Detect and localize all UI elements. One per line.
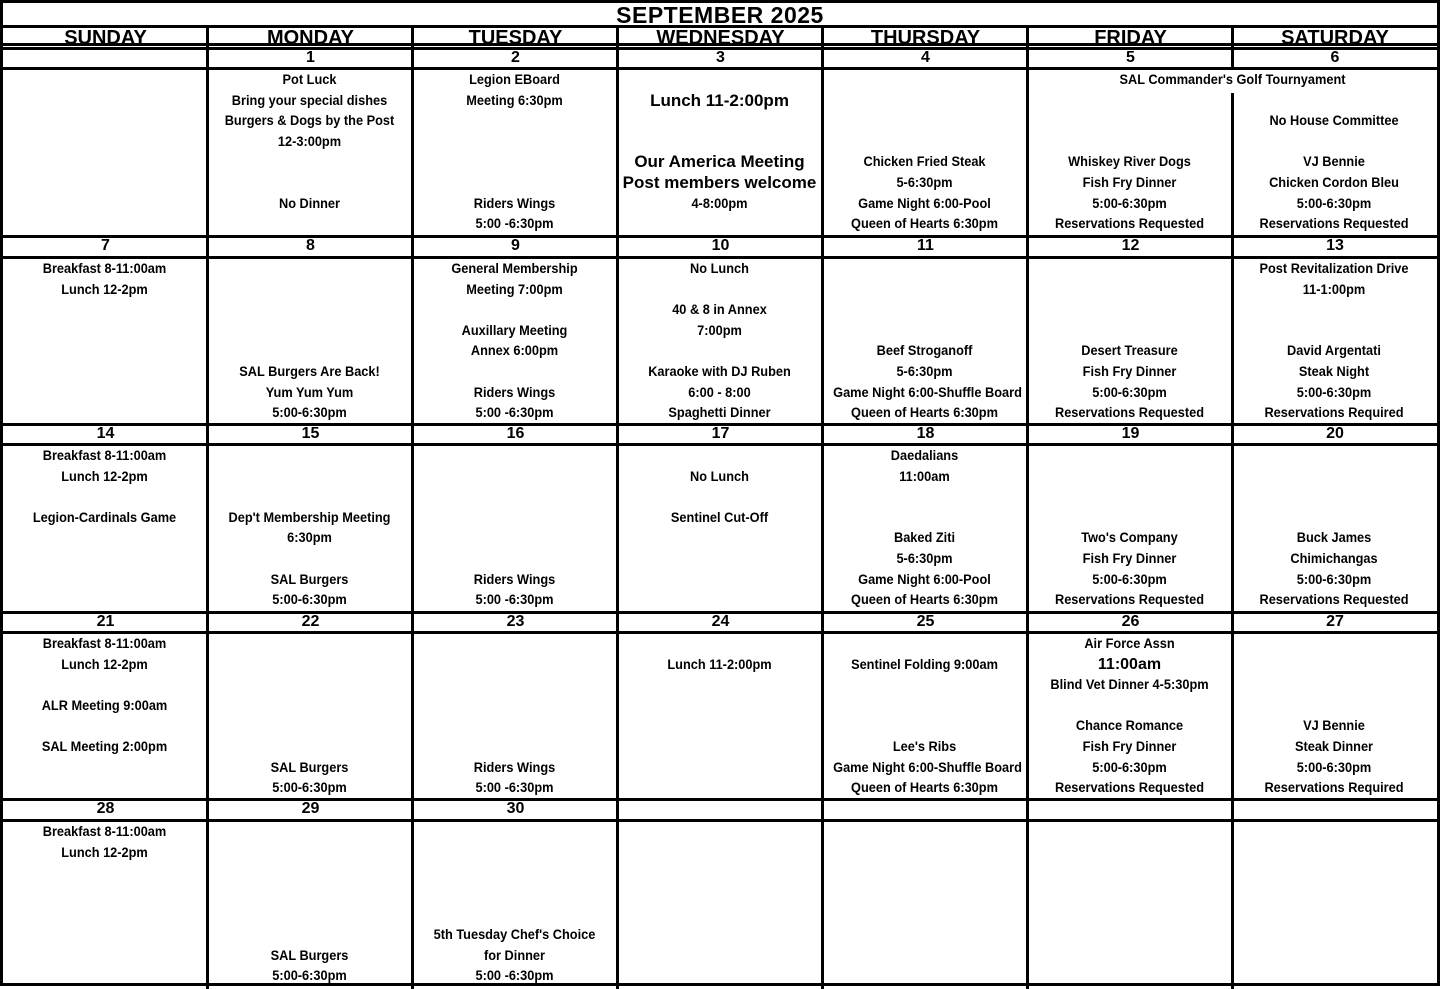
date-number [823,799,1028,819]
event-text: 5-6:30pm [896,364,953,380]
date-number: 14 [96,425,115,442]
event-text: SAL Burgers [270,947,349,964]
event-text: SAL Meeting 2:00pm [41,739,168,755]
day-cell [1028,258,1231,423]
event-text: Legion EBoard [469,72,560,88]
day-cell [823,445,1026,611]
event-text: 11-1:00pm [1302,281,1366,298]
event-text: Chance Romance [1075,718,1184,735]
event-text: Breakfast 8-11:00am [42,636,167,652]
event-text: Post Revitalization Drive [1259,261,1409,277]
date-number: 21 [96,613,115,630]
date-number [618,799,823,819]
event-text: Daedalians [890,448,959,464]
day-cell [1233,821,1435,989]
event-text: Queen of Hearts 6:30pm [851,780,998,797]
event-text: Sentinel Folding 9:00am [851,656,998,673]
event-text: 5:00 -6:30pm [475,592,554,609]
event-text: Game Night 6:00-Pool [858,195,991,212]
event-text: No Dinner [278,195,341,212]
date-number: 4 [921,49,930,66]
event-text: Lunch 11-2:00pm [667,656,772,673]
day-cell [1233,258,1435,423]
day-cell [413,69,616,235]
day-cell [3,821,206,989]
day-cell [618,821,821,989]
event-text: 40 & 8 in Annex [672,302,767,319]
event-text: Chicken Cordon Bleu [1269,175,1399,191]
event-text: Burgers & Dogs by the Post [224,113,395,130]
event-text: Lunch 12-2pm [61,468,148,485]
event-text: Two's Company [1081,530,1178,547]
event-text: 5-6:30pm [896,175,953,191]
event-text: Bring your special dishes [231,92,388,109]
day-header-wednesday: WEDNESDAY [618,25,823,46]
event-text: SAL Burgers [270,759,349,776]
day-cell [823,258,1026,423]
day-cell [1028,633,1231,799]
day-cell [208,258,411,423]
event-text: 5:00-6:30pm [272,592,347,609]
event-text: No Lunch [690,468,749,485]
day-cell [413,258,616,423]
event-text: Queen of Hearts 6:30pm [851,592,998,609]
date-number: 16 [506,425,525,442]
event-text: 11:00am [899,468,950,485]
event-text: Blind Vet Dinner 4-5:30pm [1050,677,1209,694]
date-number: 30 [506,800,525,817]
event-text: Chimichangas [1290,551,1378,567]
event-text: 5:00-6:30pm [1092,571,1167,588]
event-text: Beef Stroganoff [876,343,973,360]
event-text: Chicken Fried Steak [863,154,986,171]
event-text: Air Force Assn [1084,636,1175,652]
event-text: Breakfast 8-11:00am [42,261,167,277]
event-text: Reservations Required [1264,405,1404,422]
event-text: SAL Burgers [270,571,349,588]
day-cell [208,633,411,799]
date-number: 11 [917,237,934,254]
event-text: Steak Dinner [1294,739,1374,755]
date-number: 18 [916,425,935,442]
event-text: VJ Bennie [1303,718,1365,735]
event-text: Riders Wings [473,384,556,401]
event-banner-golf: SAL Commander's Golf Tournyament [1119,72,1346,88]
day-cell [618,258,821,423]
event-text: 5:00-6:30pm [1092,759,1167,776]
event-text: Lunch 12-2pm [61,281,148,298]
event-text: Reservations Requested [1054,592,1205,609]
event-text: Legion-Cardinals Game [32,509,177,526]
day-cell [823,69,1026,235]
date-number: 22 [301,613,320,630]
day-cell [1233,445,1435,611]
date-number: 19 [1121,425,1140,442]
date-number: 12 [1121,237,1140,254]
event-text: Queen of Hearts 6:30pm [851,216,998,233]
event-text: Buck James [1296,530,1372,547]
event-text: 11:00am [1097,655,1162,673]
event-text: Sentinel Cut-Off [670,509,769,526]
event-text: Lunch 12-2pm [61,844,148,861]
day-header-thursday: THURSDAY [823,25,1028,46]
event-text: Reservations Requested [1259,216,1409,233]
event-text: Lunch 11-2:00pm [650,90,789,110]
event-text: No House Committee [1269,113,1399,130]
event-text: Steak Night [1298,364,1370,380]
event-text: Breakfast 8-11:00am [42,448,167,464]
date-number: 1 [306,49,315,66]
event-text: 5:00-6:30pm [272,968,347,985]
event-text: Reservations Required [1264,780,1404,797]
event-text: Pot Luck [282,72,337,88]
event-text: Lunch 12-2pm [61,656,148,673]
event-text: Meeting 6:30pm [466,92,563,109]
event-text: 5:00-6:30pm [1296,571,1372,588]
day-cell [208,445,411,611]
day-header-saturday: SATURDAY [1233,25,1437,46]
day-cell [3,69,206,235]
event-text: 6:00 - 8:00 [688,384,751,401]
event-text: 5:00-6:30pm [1296,759,1372,776]
event-text: Reservations Requested [1054,405,1205,422]
day-cell [823,633,1026,799]
event-text: Yum Yum Yum [265,384,354,401]
date-number: 29 [301,800,320,817]
event-text: Meeting 7:00pm [466,281,563,298]
event-text: 5:00-6:30pm [1296,384,1372,401]
date-number: 10 [711,237,730,254]
date-number: 3 [716,49,725,66]
event-text: 6:30pm [287,530,332,547]
day-cell [413,821,616,989]
day-cell [618,69,821,235]
event-text: Whiskey River Dogs [1068,154,1191,171]
date-number: 24 [711,613,730,630]
date-number: 8 [306,237,315,254]
day-cell [3,633,206,799]
event-text: 5-6:30pm [896,551,953,567]
event-text: 4-8:00pm [691,195,748,212]
event-text: Fish Fry Dinner [1082,364,1177,380]
event-text: Riders Wings [473,759,556,776]
date-number: 25 [916,613,935,630]
date-number: 7 [101,237,110,254]
event-text: Game Night 6:00-Shuffle Board [833,759,1022,776]
date-number [1233,799,1437,819]
event-text: Desert Treasure [1081,343,1178,360]
event-text: 5:00-6:30pm [272,780,347,797]
date-number: 5 [1126,49,1135,66]
event-text: 12-3:00pm [277,133,342,150]
day-header-friday: FRIDAY [1028,25,1233,46]
event-text: 5:00 -6:30pm [475,405,554,422]
day-cell [413,445,616,611]
event-text: Post members welcome [622,173,817,192]
day-cell [208,821,411,989]
event-text: Riders Wings [473,571,556,588]
date-number: 6 [1330,49,1340,66]
date-number [3,48,208,68]
date-number: 17 [711,425,730,442]
event-text: David Argentati [1287,343,1381,360]
day-header-monday: MONDAY [208,25,413,46]
date-number: 15 [301,425,320,442]
day-cell [1028,445,1231,611]
date-number: 9 [511,237,520,254]
event-text: 7:00pm [697,322,742,339]
day-cell [1028,821,1231,989]
event-text: Baked Ziti [893,530,956,547]
event-text: SAL Burgers Are Back! [239,364,380,380]
event-text: VJ Bennie [1303,154,1365,171]
event-text: Reservations Requested [1054,780,1205,797]
event-text: Dep't Membership Meeting [228,509,391,526]
date-number: 13 [1326,237,1344,254]
event-text: Game Night 6:00-Pool [858,571,991,588]
event-text: Riders Wings [473,195,556,212]
date-number [1028,799,1233,819]
event-text: 5:00-6:30pm [1092,384,1167,401]
day-cell [823,821,1026,989]
event-text: for Dinner [483,947,546,964]
event-text: Reservations Requested [1054,216,1205,233]
calendar-title: SEPTEMBER 2025 [3,3,1437,28]
day-cell [3,258,206,423]
date-number: 20 [1326,425,1344,442]
event-text: Auxillary Meeting [461,322,568,339]
day-header-tuesday: TUESDAY [413,25,618,46]
event-text: Spaghetti Dinner [668,405,771,422]
day-cell [3,445,206,611]
date-number: 26 [1121,613,1140,630]
day-cell [1028,69,1231,235]
event-text: No Lunch [690,261,749,277]
event-text: Fish Fry Dinner [1082,551,1177,567]
event-text: 5:00 -6:30pm [475,216,554,233]
date-number: 28 [96,800,115,817]
event-text: Fish Fry Dinner [1082,175,1177,191]
day-cell [1233,69,1435,235]
event-text: Our America Meeting [634,152,805,172]
day-cell [1233,633,1435,799]
event-text: Lee's Ribs [892,739,957,755]
date-number: 23 [506,613,525,630]
event-text: Breakfast 8-11:00am [42,824,167,840]
day-cell [618,445,821,611]
event-text: Queen of Hearts 6:30pm [851,405,998,422]
day-cell [413,633,616,799]
event-text: 5:00-6:30pm [1296,195,1372,212]
event-text: 5:00-6:30pm [272,405,347,422]
event-text: Fish Fry Dinner [1082,739,1177,755]
event-text: Reservations Requested [1259,592,1409,609]
date-number: 2 [511,49,520,66]
event-text: Annex 6:00pm [470,343,559,360]
day-cell [618,633,821,799]
event-text: 5:00 -6:30pm [475,968,554,985]
day-header-sunday: SUNDAY [3,25,208,46]
event-text: 5th Tuesday Chef's Choice [433,927,596,943]
event-text: General Membership [451,261,578,277]
day-cell [208,69,411,235]
event-text: ALR Meeting 9:00am [41,697,168,714]
date-number: 27 [1326,613,1344,630]
event-text: Karaoke with DJ Ruben [648,364,791,380]
event-text: 5:00 -6:30pm [475,780,554,797]
event-text: Game Night 6:00-Shuffle Board [833,384,1022,401]
event-text: 5:00-6:30pm [1092,195,1167,212]
